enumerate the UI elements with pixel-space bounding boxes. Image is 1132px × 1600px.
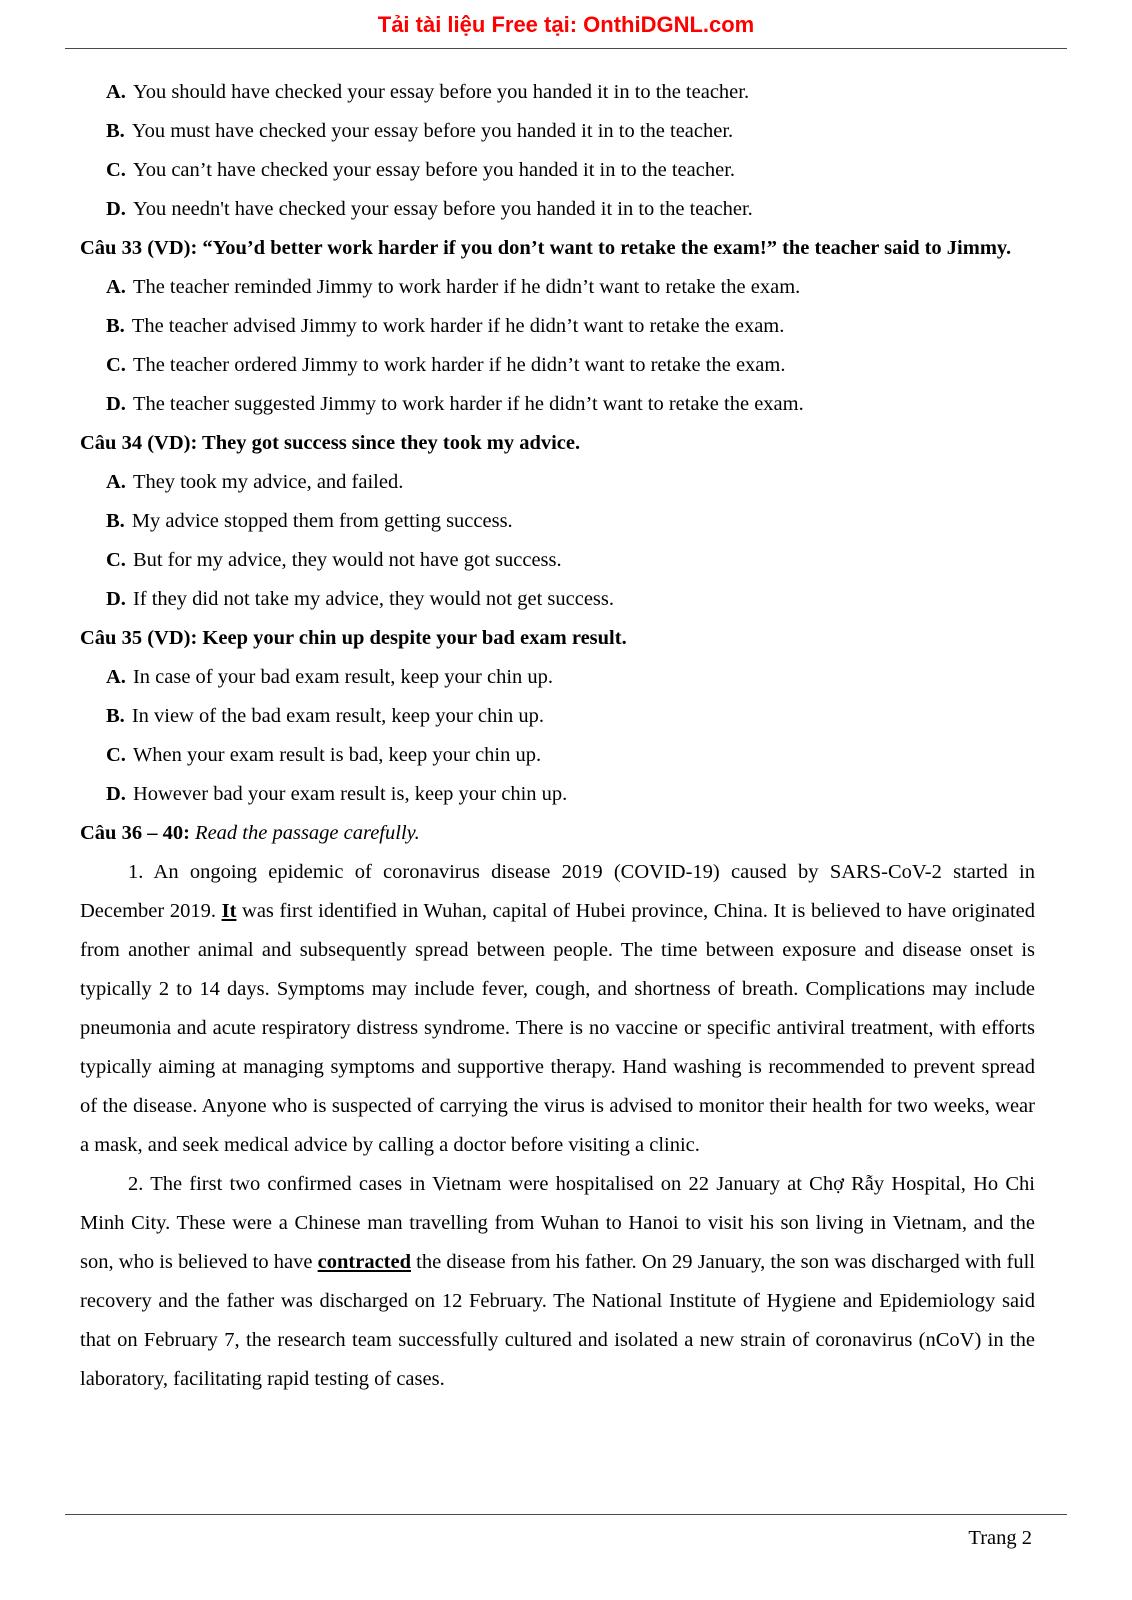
answer-option [80,697,1035,736]
option-label: C. [106,549,126,571]
passage-text: 2. The first two confirmed cases in Vietnam were hospitalised on 22 January at Chợ Rẫy Hospital, Ho Chi Minh City. These were a Chinese man travelling from Wuhan to Hanoi to visit his son living in Vietnam, and the son, who is believed to have [80,1173,1035,1273]
option-text: But for my advice, they would not have got success. [132,549,562,571]
option-text: The teacher suggested Jimmy to work harder if he didn’t want to retake the exam. [132,393,804,415]
option-label: D. [106,393,126,415]
option-label: C. [106,744,126,766]
answer-option [80,151,1035,190]
footer-divider [65,1514,1067,1515]
option-label: C. [106,159,126,181]
option-label: B. [106,120,125,142]
answer-option [80,73,1035,112]
option-text: If they did not take my advice, they would not get success. [132,588,614,610]
highlighted-word-it: It [221,900,237,922]
answer-option [80,541,1035,580]
option-text: My advice stopped them from getting success. [131,510,513,532]
reading-heading [80,814,1035,853]
answer-option [80,346,1035,385]
option-text: You can’t have checked your essay before you handed it in to the teacher. [132,159,736,181]
document-header [0,0,1132,49]
passage-paragraph-1 [80,853,1035,1165]
answer-option [80,580,1035,619]
question-34 [80,424,1035,619]
option-text: The teacher reminded Jimmy to work harder if he didn’t want to retake the exam. [132,276,801,298]
option-label: B. [106,510,125,532]
option-label: C. [106,354,126,376]
option-label: B. [106,705,125,727]
option-text: The teacher ordered Jimmy to work harder if he didn’t want to retake the exam. [132,354,786,376]
option-label: A. [106,666,126,688]
answer-option [80,463,1035,502]
answer-option [80,307,1035,346]
option-label: A. [106,276,126,298]
header-divider [65,48,1067,49]
option-label: B. [106,315,125,337]
header-title: Tải tài liệu Free tại: OnthiDGNL.com [377,12,755,37]
option-label: D. [106,198,126,220]
answer-option [80,658,1035,697]
highlighted-word-contracted: contracted [317,1251,412,1273]
document-footer [0,1506,1132,1558]
option-label: A. [106,471,126,493]
option-text: In view of the bad exam result, keep your chin up. [131,705,544,727]
option-text: You must have checked your essay before you handed it in to the teacher. [131,120,734,142]
option-text: They took my advice, and failed. [132,471,404,493]
reading-section [80,814,1035,1399]
answer-option [80,385,1035,424]
document-body [80,73,1035,1399]
reading-range-label: Câu 36 – 40: [80,822,190,844]
option-label: A. [106,81,126,103]
reading-instruction: Read the passage carefully. [195,822,420,844]
question-title: Câu 34 (VD): They got success since they took my advice. [80,432,581,454]
option-text: The teacher advised Jimmy to work harder if he didn’t want to retake the exam. [131,315,785,337]
answer-option [80,502,1035,541]
option-text: However bad your exam result is, keep your chin up. [132,783,568,805]
option-label: D. [106,783,126,805]
option-text: You needn't have checked your essay before you handed it in to the teacher. [132,198,753,220]
passage-text: was first identified in Wuhan, capital of Hubei province, China. It is believed to have originated from another animal and subsequently spread between people. The time between exposure and disease onset is typically 2 to 14 days. Symptoms may include fever, cough, and shortness of breath. Complications may include pneumonia and acute respiratory distress syndrome. There is no vaccine or specific antiviral treatment, with efforts typically aiming at managing symptoms and supportive therapy. Hand washing is recommended to prevent spread of the disease. Anyone who is suspected of carrying the virus is advised to monitor their health for two weeks, wear a mask, and seek medical advice by calling a doctor before visiting a clinic. [80,900,1035,1156]
option-text: In case of your bad exam result, keep your chin up. [132,666,554,688]
option-label: D. [106,588,126,610]
question-35 [80,619,1035,814]
question-title: Câu 33 (VD): “You’d better work harder if you don’t want to retake the exam!” the teacher said to Jimmy. [80,237,1012,259]
question-33 [80,229,1035,424]
answer-option [80,190,1035,229]
passage-text: 1. An ongoing epidemic of coronavirus disease 2019 (COVID-19) caused by SARS-CoV-2 started in December 2019. [80,861,1035,922]
page-number: Trang 2 [968,1527,1032,1549]
option-text: When your exam result is bad, keep your chin up. [132,744,542,766]
answer-option [80,775,1035,814]
passage-paragraph-2 [80,1165,1035,1399]
passage-text: the disease from his father. On 29 January, the son was discharged with full recovery and the father was discharged on 12 February. The National Institute of Hygiene and Epidemiology said that on February 7, the research team successfully cultured and isolated a new strain of coronavirus (nCoV) in the laboratory, facilitating rapid testing of cases. [80,1251,1035,1390]
answer-option [80,736,1035,775]
option-text: You should have checked your essay before you handed it in to the teacher. [132,81,750,103]
answer-option [80,112,1035,151]
question-title: Câu 35 (VD): Keep your chin up despite your bad exam result. [80,627,627,649]
top-options-group [80,73,1035,229]
answer-option [80,268,1035,307]
